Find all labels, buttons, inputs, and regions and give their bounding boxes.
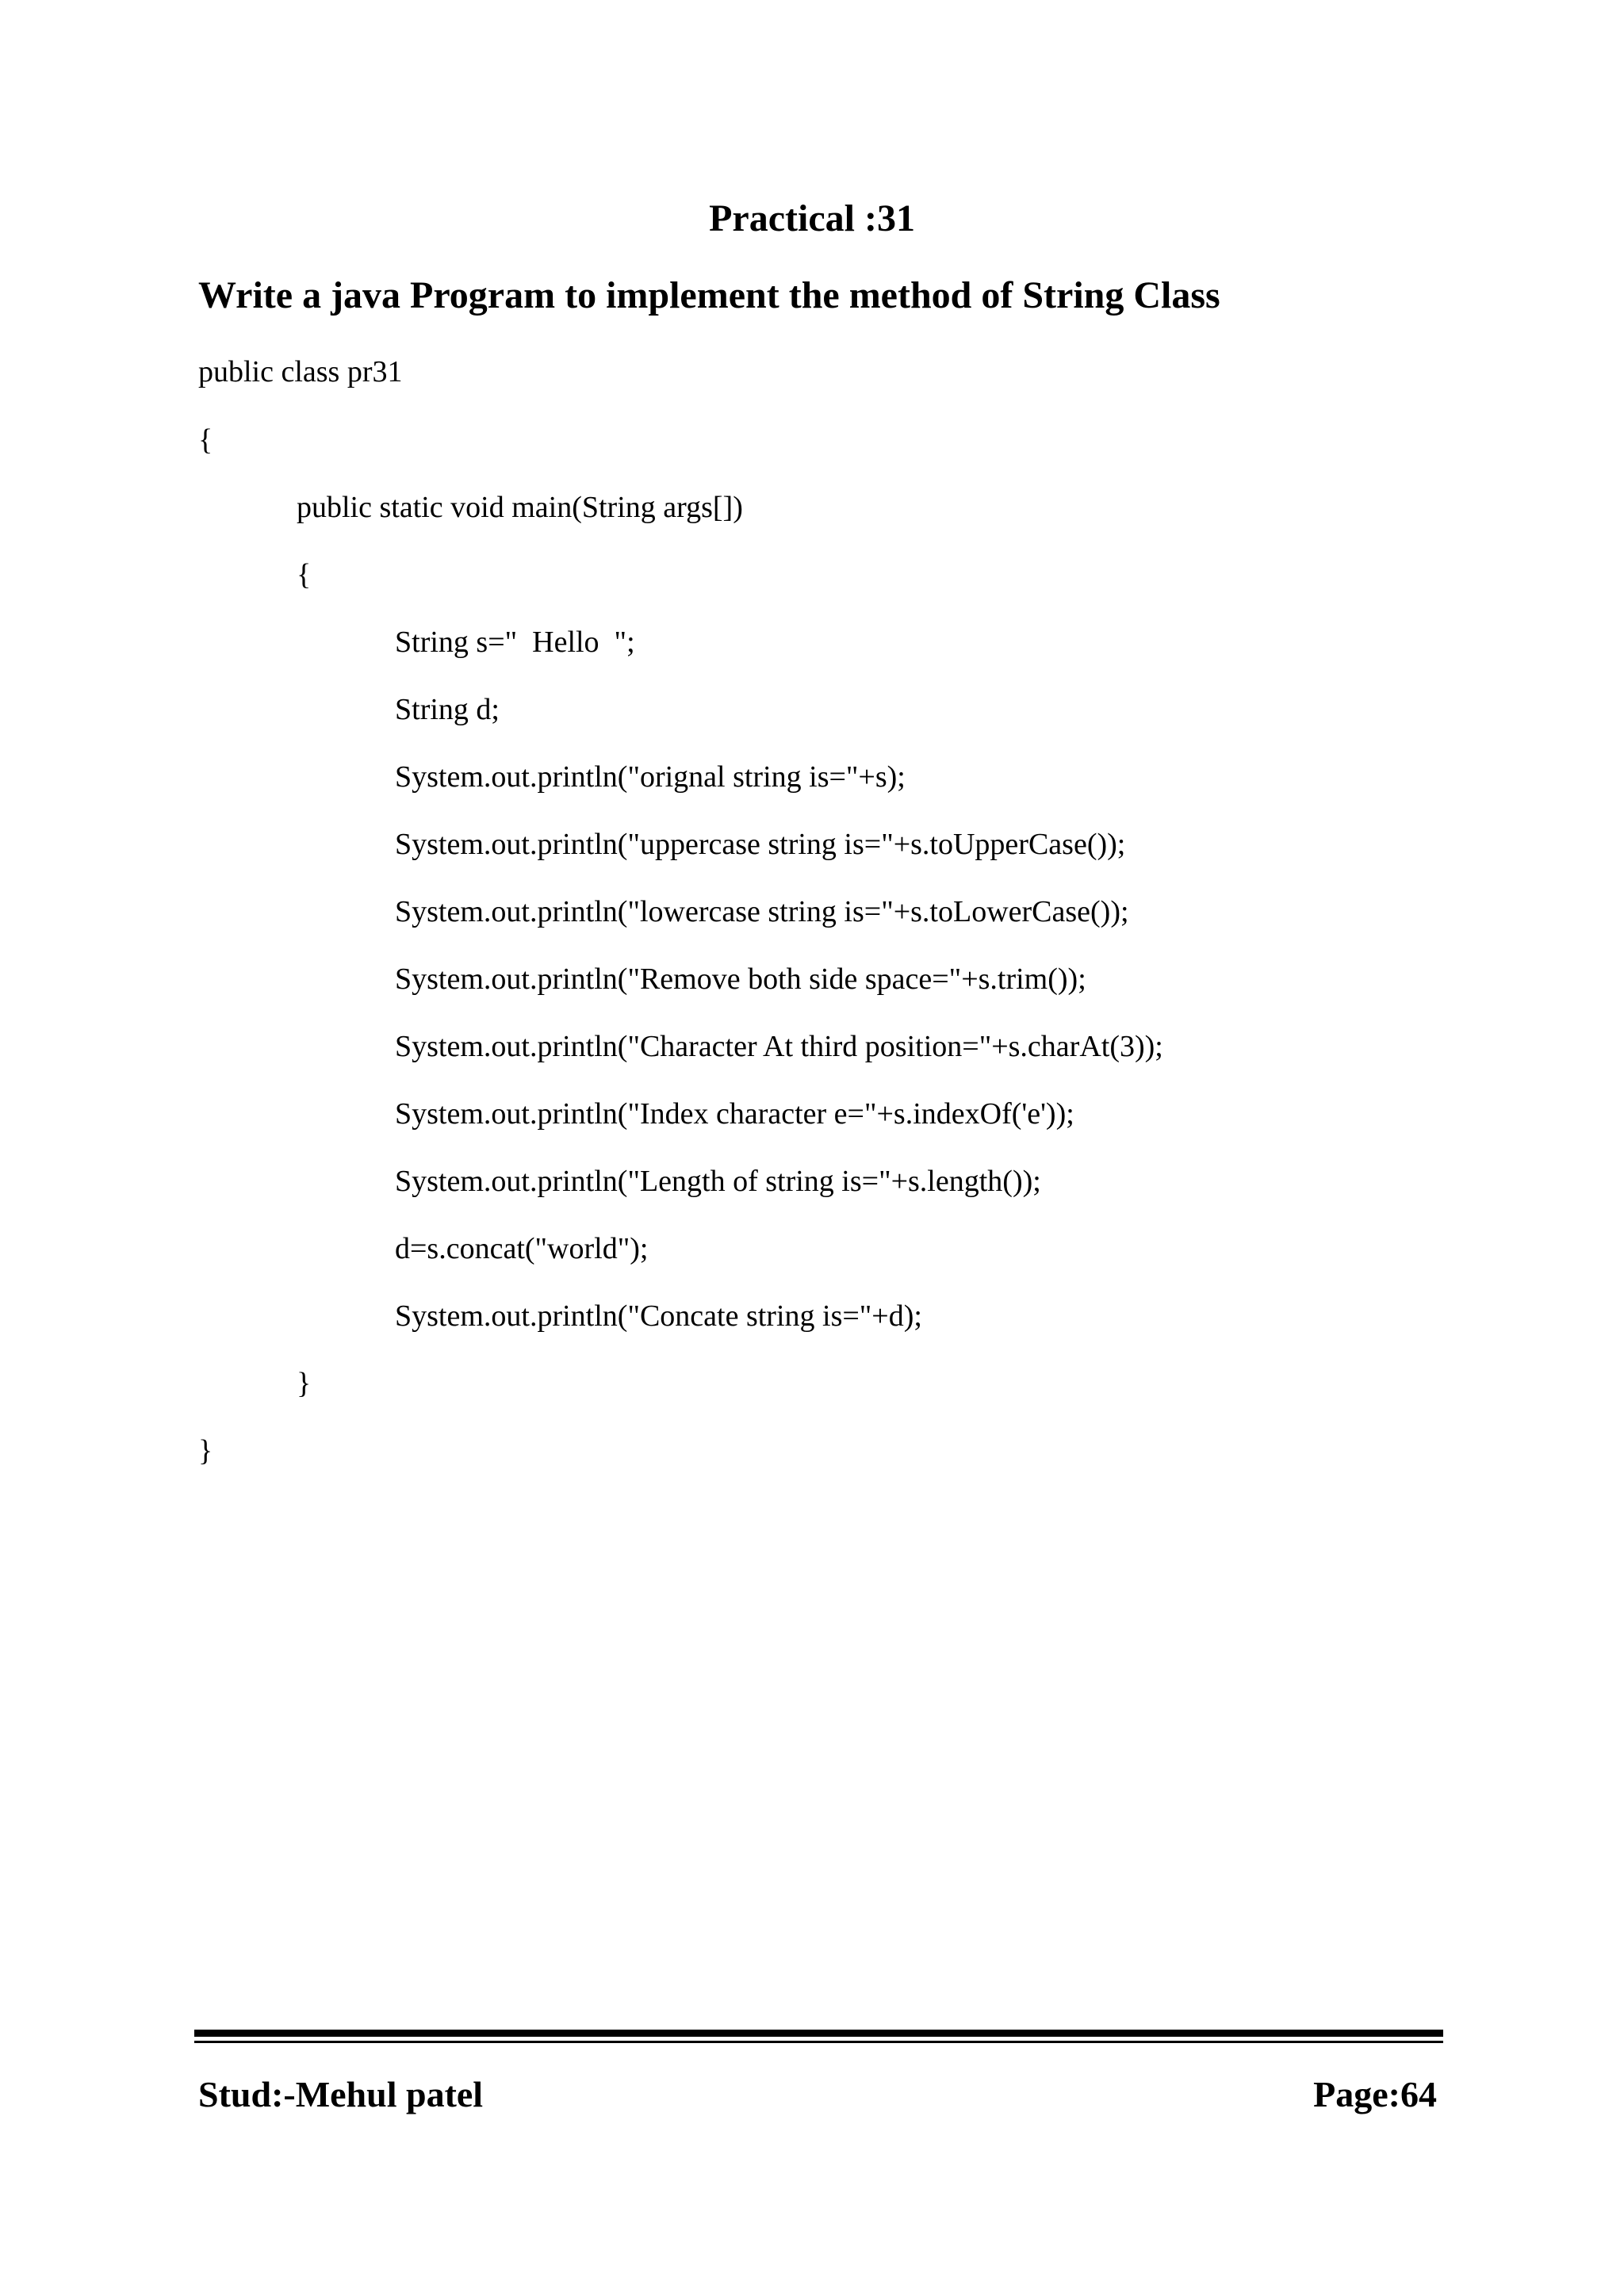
code-line: public class pr31 — [198, 355, 403, 388]
code-line: System.out.println("lowercase string is="+s.toLowerCase()); — [395, 895, 1129, 928]
code-line: System.out.println("orignal string is="+s); — [395, 760, 906, 794]
code-line: String s=" Hello "; — [395, 626, 635, 659]
student-name: Stud:-Mehul patel — [198, 2074, 484, 2114]
code-line: String d; — [395, 693, 500, 726]
code-line: } — [297, 1367, 312, 1400]
footer-divider-thin — [194, 2041, 1443, 2043]
code-line: } — [198, 1434, 213, 1468]
task-title: Write a java Program to implement the method of String Class — [198, 274, 1220, 316]
code-line: { — [297, 558, 312, 591]
code-line: System.out.println("Length of string is="+s.length()); — [395, 1165, 1041, 1198]
footer-divider-thick — [194, 2030, 1443, 2037]
code-line: System.out.println("Index character e="+s.indexOf('e')); — [395, 1097, 1074, 1131]
code-line: System.out.println("uppercase string is="+s.toUpperCase()); — [395, 828, 1126, 861]
code-line: System.out.println("Concate string is="+d); — [395, 1299, 922, 1333]
code-line: System.out.println("Remove both side space="+s.trim()); — [395, 962, 1086, 996]
page-number: Page:64 — [1313, 2074, 1437, 2114]
code-line: System.out.println("Character At third position="+s.charAt(3)); — [395, 1030, 1163, 1063]
code-line: { — [198, 423, 213, 457]
code-line: public static void main(String args[]) — [297, 491, 743, 524]
practical-heading: Practical :31 — [709, 197, 915, 239]
code-line: d=s.concat("world"); — [395, 1232, 649, 1265]
